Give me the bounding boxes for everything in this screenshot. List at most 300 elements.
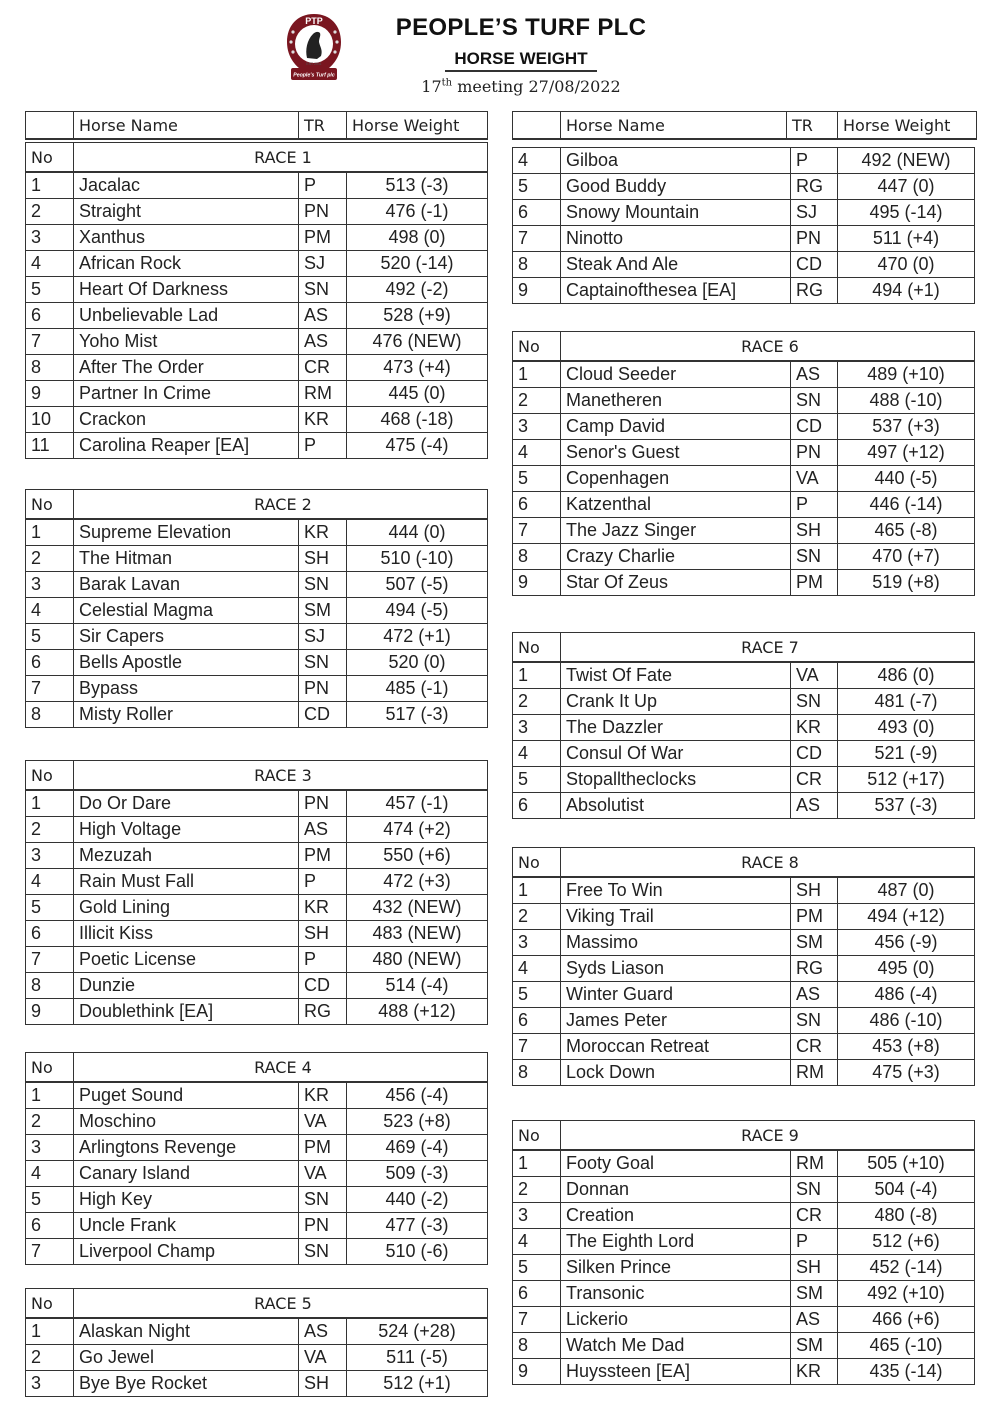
horse-no: 2: [26, 199, 74, 225]
horse-no: 1: [26, 1318, 74, 1345]
race-table-5-continued: [512, 147, 975, 304]
horse-trainer: VA: [791, 662, 838, 689]
horse-no: 1: [513, 1150, 561, 1177]
horse-trainer: P: [299, 869, 347, 895]
horse-trainer: SH: [299, 546, 347, 572]
horse-name: Bye Bye Rocket: [74, 1371, 299, 1397]
horse-name: Dunzie: [74, 973, 299, 999]
horse-name: Lock Down: [561, 1060, 791, 1086]
horse-row: [513, 1034, 975, 1060]
horse-row: [26, 973, 488, 999]
horse-trainer: CD: [791, 741, 838, 767]
horse-row: [26, 676, 488, 702]
horse-name: Viking Trail: [561, 904, 791, 930]
horse-weight: 452 (-14): [838, 1255, 975, 1281]
horse-row: [513, 1333, 975, 1359]
page-title: PEOPLE’S TURF PLC: [395, 14, 647, 41]
horse-no: 3: [26, 572, 74, 598]
horse-row: [513, 767, 975, 793]
horse-name: Gilboa: [561, 148, 791, 174]
horse-name: Puget Sound: [74, 1082, 299, 1109]
horse-weight: 485 (-1): [347, 676, 488, 702]
race-title: RACE 1: [74, 143, 488, 173]
horse-trainer: RM: [299, 381, 347, 407]
horse-row: [513, 570, 975, 596]
horse-row: [513, 1177, 975, 1203]
horse-weight: 504 (-4): [838, 1177, 975, 1203]
horse-weight: 487 (0): [838, 877, 975, 904]
horse-trainer: PM: [299, 843, 347, 869]
horse-trainer: VA: [299, 1161, 347, 1187]
horse-no: 3: [26, 843, 74, 869]
horse-no: 4: [26, 251, 74, 277]
horse-weight: 456 (-4): [347, 1082, 488, 1109]
horse-row: [26, 1239, 488, 1265]
horse-weight: 474 (+2): [347, 817, 488, 843]
horse-name: Steak And Ale: [561, 252, 791, 278]
horse-no: 5: [26, 895, 74, 921]
horse-weight: 445 (0): [347, 381, 488, 407]
no-header: No: [513, 332, 561, 362]
horse-row: [26, 1345, 488, 1371]
horse-trainer: P: [299, 172, 347, 199]
horse-name: Yoho Mist: [74, 329, 299, 355]
race-table-1: [25, 142, 488, 459]
horse-row: [26, 572, 488, 598]
horse-row: [26, 843, 488, 869]
horse-row: [26, 433, 488, 459]
horse-no: 11: [26, 433, 74, 459]
horse-weight: 507 (-5): [347, 572, 488, 598]
horse-row: [26, 381, 488, 407]
horse-row: [513, 518, 975, 544]
horse-trainer: PN: [791, 440, 838, 466]
horse-weight: 494 (+1): [838, 278, 975, 304]
right-column-header: [512, 111, 977, 140]
horse-row: [26, 199, 488, 225]
horse-trainer: CD: [791, 414, 838, 440]
horse-trainer: SN: [299, 572, 347, 598]
horse-no: 6: [513, 200, 561, 226]
horse-name: The Dazzler: [561, 715, 791, 741]
horse-weight: 475 (-4): [347, 433, 488, 459]
horse-row: [26, 172, 488, 199]
horse-weight: 472 (+1): [347, 624, 488, 650]
horse-weight: 476 (-1): [347, 199, 488, 225]
horse-row: [26, 598, 488, 624]
horse-trainer: SM: [791, 1281, 838, 1307]
horse-name: James Peter: [561, 1008, 791, 1034]
horse-no: 1: [513, 361, 561, 388]
horse-weight: 509 (-3): [347, 1161, 488, 1187]
horse-weight: 550 (+6): [347, 843, 488, 869]
horse-trainer: AS: [299, 329, 347, 355]
horse-weight: 517 (-3): [347, 702, 488, 728]
horse-weight: 465 (-8): [838, 518, 975, 544]
horse-row: [26, 329, 488, 355]
horse-name: Unbelievable Lad: [74, 303, 299, 329]
horse-trainer: SJ: [299, 624, 347, 650]
horse-name: Supreme Elevation: [74, 519, 299, 546]
meeting-number: 17: [421, 77, 442, 96]
horse-name: Heart Of Darkness: [74, 277, 299, 303]
horse-weight: 537 (-3): [838, 793, 975, 819]
horse-name: Bypass: [74, 676, 299, 702]
horse-name: Doublethink [EA]: [74, 999, 299, 1025]
horse-weight: 512 (+6): [838, 1229, 975, 1255]
horse-trainer: RG: [791, 278, 838, 304]
horse-no: 7: [513, 226, 561, 252]
horse-name: Crackon: [74, 407, 299, 433]
race-table-3: [25, 760, 488, 1025]
horse-name: Stopalltheclocks: [561, 767, 791, 793]
horse-weight: 475 (+3): [838, 1060, 975, 1086]
horse-trainer: KR: [299, 895, 347, 921]
col-tr: TR: [299, 112, 347, 140]
horse-no: 9: [513, 570, 561, 596]
horse-row: [513, 689, 975, 715]
horse-row: [26, 355, 488, 381]
horse-weight: 494 (+12): [838, 904, 975, 930]
horse-name: Watch Me Dad: [561, 1333, 791, 1359]
horse-no: 3: [513, 1203, 561, 1229]
race-header-row: [513, 1121, 975, 1151]
horse-trainer: AS: [791, 361, 838, 388]
horse-row: [26, 225, 488, 251]
horse-row: [26, 817, 488, 843]
horse-no: 3: [513, 930, 561, 956]
horse-trainer: CR: [791, 1203, 838, 1229]
horse-name: Consul Of War: [561, 741, 791, 767]
horse-name: Senor's Guest: [561, 440, 791, 466]
horse-name: Xanthus: [74, 225, 299, 251]
horse-no: 1: [26, 519, 74, 546]
horse-no: 5: [513, 767, 561, 793]
horse-trainer: AS: [299, 1318, 347, 1345]
horse-name: Uncle Frank: [74, 1213, 299, 1239]
horse-no: 5: [513, 466, 561, 492]
horse-weight: 492 (-2): [347, 277, 488, 303]
horse-trainer: AS: [299, 303, 347, 329]
horse-weight: 486 (0): [838, 662, 975, 689]
horse-row: [513, 174, 975, 200]
horse-weight: 528 (+9): [347, 303, 488, 329]
horse-no: 2: [513, 689, 561, 715]
horse-weight: 495 (0): [838, 956, 975, 982]
left-column-header: [25, 111, 488, 140]
horse-row: [513, 793, 975, 819]
horse-weight: 470 (+7): [838, 544, 975, 570]
horse-row: [26, 1371, 488, 1397]
horse-trainer: CD: [791, 252, 838, 278]
horse-trainer: SN: [299, 1187, 347, 1213]
horse-trainer: SH: [791, 877, 838, 904]
col-horse-weight: Horse Weight: [838, 112, 977, 140]
horse-no: 2: [26, 1109, 74, 1135]
horse-name: African Rock: [74, 251, 299, 277]
race-header-row: [26, 1289, 488, 1319]
horse-weight: 447 (0): [838, 174, 975, 200]
horse-name: Twist Of Fate: [561, 662, 791, 689]
meeting-date: meeting 27/08/2022: [452, 77, 621, 96]
horse-row: [513, 466, 975, 492]
meeting-ordinal: th: [441, 77, 453, 89]
horse-no: 4: [513, 440, 561, 466]
horse-no: 8: [513, 544, 561, 570]
horse-name: Winter Guard: [561, 982, 791, 1008]
horse-weight: 472 (+3): [347, 869, 488, 895]
horse-weight: 486 (-10): [838, 1008, 975, 1034]
horse-trainer: PN: [299, 1213, 347, 1239]
horse-row: [26, 650, 488, 676]
horse-row: [26, 1135, 488, 1161]
race-table-6: [512, 331, 975, 596]
horse-row: [513, 1255, 975, 1281]
horse-name: Bells Apostle: [74, 650, 299, 676]
horse-weight: 477 (-3): [347, 1213, 488, 1239]
horse-trainer: SJ: [791, 200, 838, 226]
horse-name: Illicit Kiss: [74, 921, 299, 947]
horse-trainer: SM: [791, 930, 838, 956]
horse-name: Straight: [74, 199, 299, 225]
horse-name: Crank It Up: [561, 689, 791, 715]
horse-no: 8: [26, 355, 74, 381]
horse-name: Misty Roller: [74, 702, 299, 728]
horse-weight: 465 (-10): [838, 1333, 975, 1359]
horse-no: 10: [26, 407, 74, 433]
horse-weight: 468 (-18): [347, 407, 488, 433]
horse-trainer: CD: [299, 973, 347, 999]
horse-trainer: RM: [791, 1150, 838, 1177]
horse-no: 2: [513, 904, 561, 930]
horse-row: [513, 226, 975, 252]
horse-name: Captainofthesea [EA]: [561, 278, 791, 304]
horse-weight: 470 (0): [838, 252, 975, 278]
horse-trainer: SM: [791, 1333, 838, 1359]
horse-row: [26, 251, 488, 277]
horse-trainer: SN: [791, 544, 838, 570]
horse-trainer: RM: [791, 1060, 838, 1086]
logo-top-text: PTP: [305, 16, 323, 26]
horse-weight: 510 (-6): [347, 1239, 488, 1265]
horse-weight: 446 (-14): [838, 492, 975, 518]
ptp-logo: [283, 12, 345, 84]
no-header: No: [26, 761, 74, 791]
horse-trainer: P: [791, 1229, 838, 1255]
horse-weight: 495 (-14): [838, 200, 975, 226]
horse-name: Katzenthal: [561, 492, 791, 518]
horse-trainer: KR: [791, 1359, 838, 1385]
horse-name: Poetic License: [74, 947, 299, 973]
horse-row: [26, 702, 488, 728]
horse-no: 5: [26, 277, 74, 303]
horse-row: [26, 999, 488, 1025]
horse-trainer: CD: [299, 702, 347, 728]
horse-no: 1: [513, 877, 561, 904]
horse-name: Mezuzah: [74, 843, 299, 869]
horse-trainer: SM: [299, 598, 347, 624]
race-header-row: [26, 1053, 488, 1083]
horse-row: [26, 303, 488, 329]
horse-trainer: P: [791, 492, 838, 518]
horse-name: Manetheren: [561, 388, 791, 414]
horse-no: 8: [26, 973, 74, 999]
horse-row: [26, 790, 488, 817]
horse-trainer: AS: [791, 793, 838, 819]
horse-name: High Key: [74, 1187, 299, 1213]
horse-no: 2: [26, 1345, 74, 1371]
horse-name: Snowy Mountain: [561, 200, 791, 226]
horse-no: 8: [26, 702, 74, 728]
horse-no: 6: [26, 303, 74, 329]
horse-row: [513, 662, 975, 689]
horse-weight: 524 (+28): [347, 1318, 488, 1345]
horse-weight: 480 (-8): [838, 1203, 975, 1229]
no-header: No: [513, 1121, 561, 1151]
horse-row: [26, 519, 488, 546]
horse-weight: 511 (+4): [838, 226, 975, 252]
horse-row: [26, 407, 488, 433]
horse-row: [513, 544, 975, 570]
horse-row: [513, 1150, 975, 1177]
race-header-row: [513, 332, 975, 362]
horse-no: 7: [513, 1034, 561, 1060]
horse-no: 9: [26, 381, 74, 407]
horse-weight: 493 (0): [838, 715, 975, 741]
horse-trainer: PM: [791, 904, 838, 930]
horse-trainer: SN: [299, 1239, 347, 1265]
horse-row: [513, 1307, 975, 1333]
horse-weight: 492 (NEW): [838, 148, 975, 174]
horse-no: 2: [26, 817, 74, 843]
horse-name: The Eighth Lord: [561, 1229, 791, 1255]
horse-trainer: VA: [299, 1345, 347, 1371]
horse-row: [26, 921, 488, 947]
horse-trainer: VA: [299, 1109, 347, 1135]
horse-no: 9: [513, 1359, 561, 1385]
horse-name: Partner In Crime: [74, 381, 299, 407]
horse-name: Barak Lavan: [74, 572, 299, 598]
horse-row: [26, 277, 488, 303]
horse-weight: 488 (+12): [347, 999, 488, 1025]
horse-row: [513, 148, 975, 174]
horse-weight: 456 (-9): [838, 930, 975, 956]
horse-trainer: P: [791, 148, 838, 174]
no-header: No: [26, 1053, 74, 1083]
horse-row: [513, 278, 975, 304]
horse-name: Copenhagen: [561, 466, 791, 492]
horse-trainer: KR: [299, 519, 347, 546]
horse-weight: 492 (+10): [838, 1281, 975, 1307]
race-title: RACE 8: [561, 848, 975, 878]
col-no-blank: [26, 112, 74, 140]
horse-trainer: RG: [299, 999, 347, 1025]
horse-weight: 486 (-4): [838, 982, 975, 1008]
horse-no: 4: [26, 869, 74, 895]
horse-row: [26, 947, 488, 973]
horse-no: 8: [513, 252, 561, 278]
horse-no: 3: [26, 1371, 74, 1397]
horse-weight: 512 (+1): [347, 1371, 488, 1397]
horse-trainer: CR: [299, 355, 347, 381]
horse-no: 1: [26, 1082, 74, 1109]
page-subtitle: HORSE WEIGHT: [445, 49, 597, 72]
horse-trainer: SH: [299, 1371, 347, 1397]
horse-row: [26, 1109, 488, 1135]
horse-no: 7: [26, 1239, 74, 1265]
horse-no: 9: [26, 999, 74, 1025]
horse-no: 3: [26, 1135, 74, 1161]
horse-no: 2: [513, 388, 561, 414]
horse-name: Lickerio: [561, 1307, 791, 1333]
horse-row: [513, 414, 975, 440]
horse-weight: 481 (-7): [838, 689, 975, 715]
horse-trainer: PN: [299, 199, 347, 225]
horse-weight: 469 (-4): [347, 1135, 488, 1161]
horse-trainer: SJ: [299, 251, 347, 277]
col-horse-weight: Horse Weight: [347, 112, 488, 140]
horse-trainer: SN: [791, 689, 838, 715]
no-header: No: [26, 1289, 74, 1319]
horse-trainer: PN: [791, 226, 838, 252]
horse-no: 4: [513, 741, 561, 767]
horse-weight: 483 (NEW): [347, 921, 488, 947]
no-header: No: [513, 633, 561, 663]
horse-no: 7: [513, 1307, 561, 1333]
race-title: RACE 9: [561, 1121, 975, 1151]
race-header-row: [26, 490, 488, 520]
horse-name: Ninotto: [561, 226, 791, 252]
horse-name: Silken Prince: [561, 1255, 791, 1281]
horse-weight: 520 (-14): [347, 251, 488, 277]
horse-name: Huyssteen [EA]: [561, 1359, 791, 1385]
horse-weight: 523 (+8): [347, 1109, 488, 1135]
race-title: RACE 4: [74, 1053, 488, 1083]
horse-trainer: AS: [791, 1307, 838, 1333]
horse-name: Transonic: [561, 1281, 791, 1307]
no-header: No: [26, 490, 74, 520]
horse-row: [513, 1359, 975, 1385]
horse-name: Cloud Seeder: [561, 361, 791, 388]
horse-weight: 512 (+17): [838, 767, 975, 793]
horse-name: Canary Island: [74, 1161, 299, 1187]
horse-no: 8: [513, 1333, 561, 1359]
horse-no: 7: [26, 329, 74, 355]
horse-row: [513, 440, 975, 466]
horse-name: Creation: [561, 1203, 791, 1229]
horse-no: 1: [26, 172, 74, 199]
horse-weight: 444 (0): [347, 519, 488, 546]
horse-row: [513, 956, 975, 982]
horse-no: 6: [26, 921, 74, 947]
horse-name: The Jazz Singer: [561, 518, 791, 544]
logo-bottom-text: People's Turf plc: [293, 72, 335, 79]
horse-name: Go Jewel: [74, 1345, 299, 1371]
horse-no: 5: [26, 624, 74, 650]
horse-row: [26, 1318, 488, 1345]
horse-no: 5: [26, 1187, 74, 1213]
horse-weight: 476 (NEW): [347, 329, 488, 355]
horse-no: 6: [26, 650, 74, 676]
horse-trainer: PM: [299, 225, 347, 251]
no-header: No: [26, 143, 74, 173]
race-title: RACE 2: [74, 490, 488, 520]
horse-trainer: PM: [791, 570, 838, 596]
horse-no: 7: [513, 518, 561, 544]
horse-trainer: P: [299, 947, 347, 973]
horse-row: [513, 982, 975, 1008]
horse-weight: 519 (+8): [838, 570, 975, 596]
